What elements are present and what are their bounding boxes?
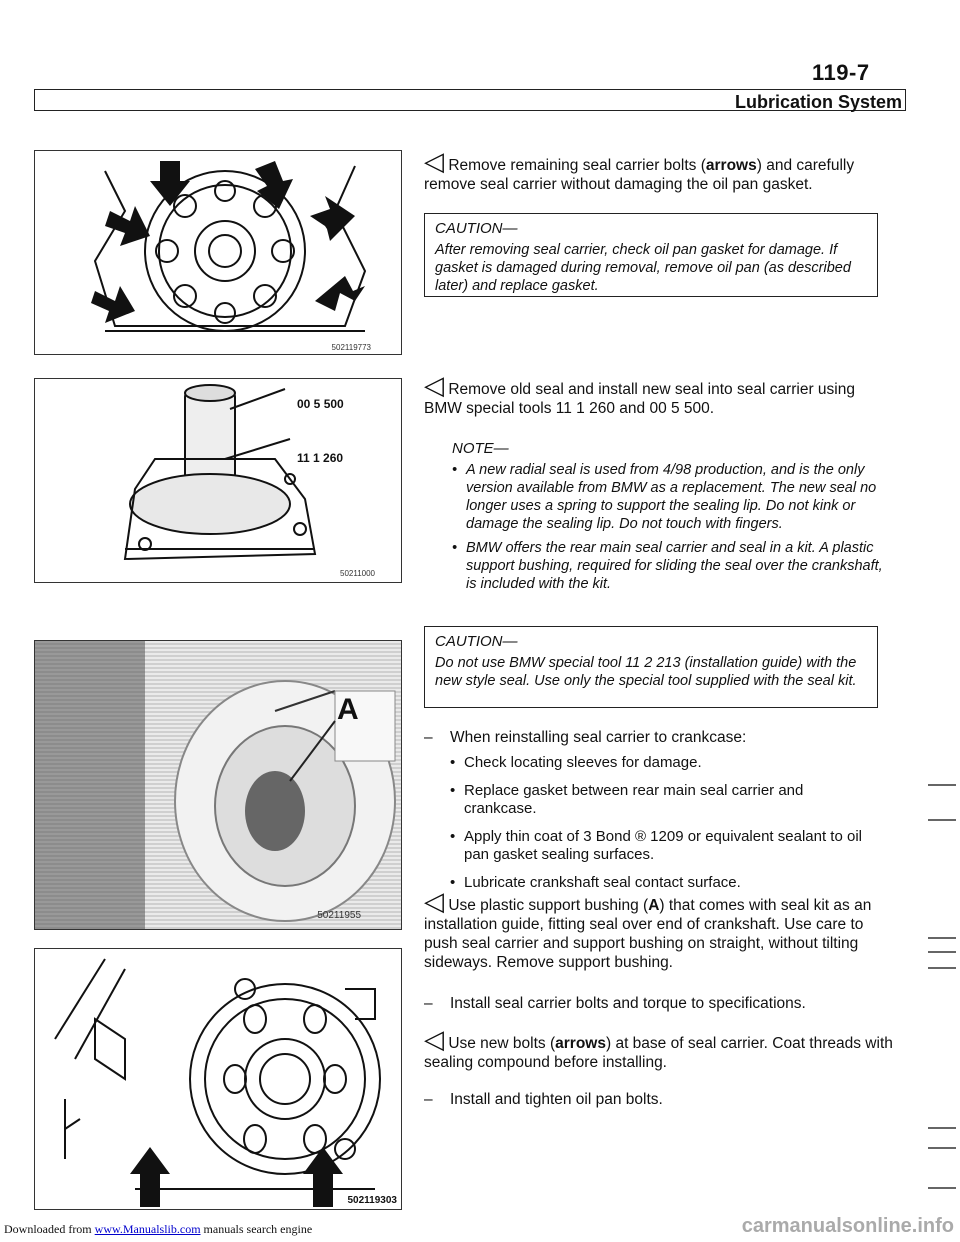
base-bolts-illustration bbox=[35, 949, 401, 1209]
section-title: Lubrication System bbox=[734, 92, 902, 112]
pointer-left-icon: ◁ bbox=[424, 146, 444, 176]
pointer-left-icon: ◁ bbox=[424, 370, 444, 400]
figure-code: 50211955 bbox=[317, 910, 361, 921]
figure-seal-carrier-bolts bbox=[34, 150, 402, 355]
figure-code: 502119303 bbox=[347, 1195, 397, 1206]
margin-tick-marks bbox=[918, 120, 958, 1220]
pointer-left-icon: ◁ bbox=[424, 1024, 444, 1054]
figure-seal-carrier-base-bolts bbox=[34, 948, 402, 1210]
label-a: A bbox=[337, 693, 359, 726]
step-reinstall-seal-carrier: – When reinstalling seal carrier to crankcase: bbox=[424, 729, 747, 746]
list-item: • Lubricate crankshaft seal contact surface. bbox=[450, 874, 741, 891]
manualslib-link[interactable]: www.Manualslib.com bbox=[94, 1222, 201, 1236]
note-bullet: • A new radial seal is used from 4/98 production, and is the only version available from BMW as a replacement. The new seal no longer uses a spring to support the sealing lip. Do not kink or damage the sealing lip. Do not touch with fingers. bbox=[452, 462, 877, 532]
footer-download-source: Downloaded from www.Manualslib.com manuals search engine bbox=[4, 1222, 313, 1236]
caution-box-special-tool: CAUTION— Do not use BMW special tool 11 2 213 (installation guide) with the new style seal. Use only the special tool supplied with the seal kit. bbox=[424, 626, 878, 708]
pointer-left-icon: ◁ bbox=[424, 886, 444, 916]
step-install-bolts: – Install seal carrier bolts and torque to specifications. bbox=[424, 995, 806, 1012]
step-oil-pan-bolts: – Install and tighten oil pan bolts. bbox=[424, 1091, 663, 1108]
step-install-new-seal: ◁ Remove old seal and install new seal into seal carrier using BMW special tools 11 1 260 and 00 5 500. bbox=[424, 370, 855, 417]
tool-label-11-1-260: 11 1 260 bbox=[297, 451, 344, 465]
support-bushing-illustration bbox=[35, 641, 401, 929]
step-new-bolts: ◁ Use new bolts (arrows) at base of seal carrier. Coat threads with sealing compound before installing. bbox=[424, 1024, 893, 1071]
list-item: • Replace gasket between rear main seal carrier and crankcase. bbox=[450, 782, 804, 817]
figure-code: 50211000 bbox=[340, 569, 375, 578]
note-section: NOTE— • A new radial seal is used from 4/98 production, and is the only version available from BMW as a replacement. The new seal no longer uses a spring to support the sealing lip. Do not kink or damage the sealing lip. Do not touch with fingers. • BMW offers the rear main seal carrier and seal in a kit. A plastic support bushing, required for sliding the seal over the crankshaft, is included with the kit. bbox=[452, 440, 892, 593]
list-item: • Apply thin coat of 3 Bond ® 1209 or equivalent sealant to oil pan gasket sealing surfaces. bbox=[450, 828, 862, 863]
figure-special-tools bbox=[34, 378, 402, 583]
footer-watermark: carmanualsonline.info bbox=[741, 1215, 954, 1237]
caution-box-gasket: CAUTION— After removing seal carrier, check oil pan gasket for damage. If gasket is damaged during removal, remove oil pan (as described later) and replace gasket. bbox=[424, 213, 878, 297]
page-number: 119-7 bbox=[812, 60, 870, 85]
step-support-bushing: ◁ Use plastic support bushing (A) that comes with seal kit as an installation guide, fitting seal over end of crankshaft. Use care to push seal carrier and support bushing on straight, without tilting sideways. Remove support bushing. bbox=[424, 886, 872, 971]
step-remove-seal-carrier: ◁ Remove remaining seal carrier bolts (arrows) and carefully remove seal carrier without damaging the oil pan gasket. bbox=[424, 146, 855, 193]
arrow-icon bbox=[130, 1147, 170, 1207]
figure-support-bushing-photo bbox=[34, 640, 402, 930]
list-item: • Check locating sleeves for damage. bbox=[450, 754, 702, 771]
seal-carrier-illustration bbox=[35, 151, 401, 354]
figure-code: 502119773 bbox=[331, 343, 371, 352]
note-bullet: • BMW offers the rear main seal carrier and seal in a kit. A plastic support bushing, required for sliding the seal over the crankshaft, is included with the kit. bbox=[452, 540, 883, 592]
tool-label-00-5-500: 00 5 500 bbox=[297, 397, 344, 411]
special-tools-illustration bbox=[35, 379, 401, 582]
reinstall-checklist bbox=[450, 754, 880, 892]
